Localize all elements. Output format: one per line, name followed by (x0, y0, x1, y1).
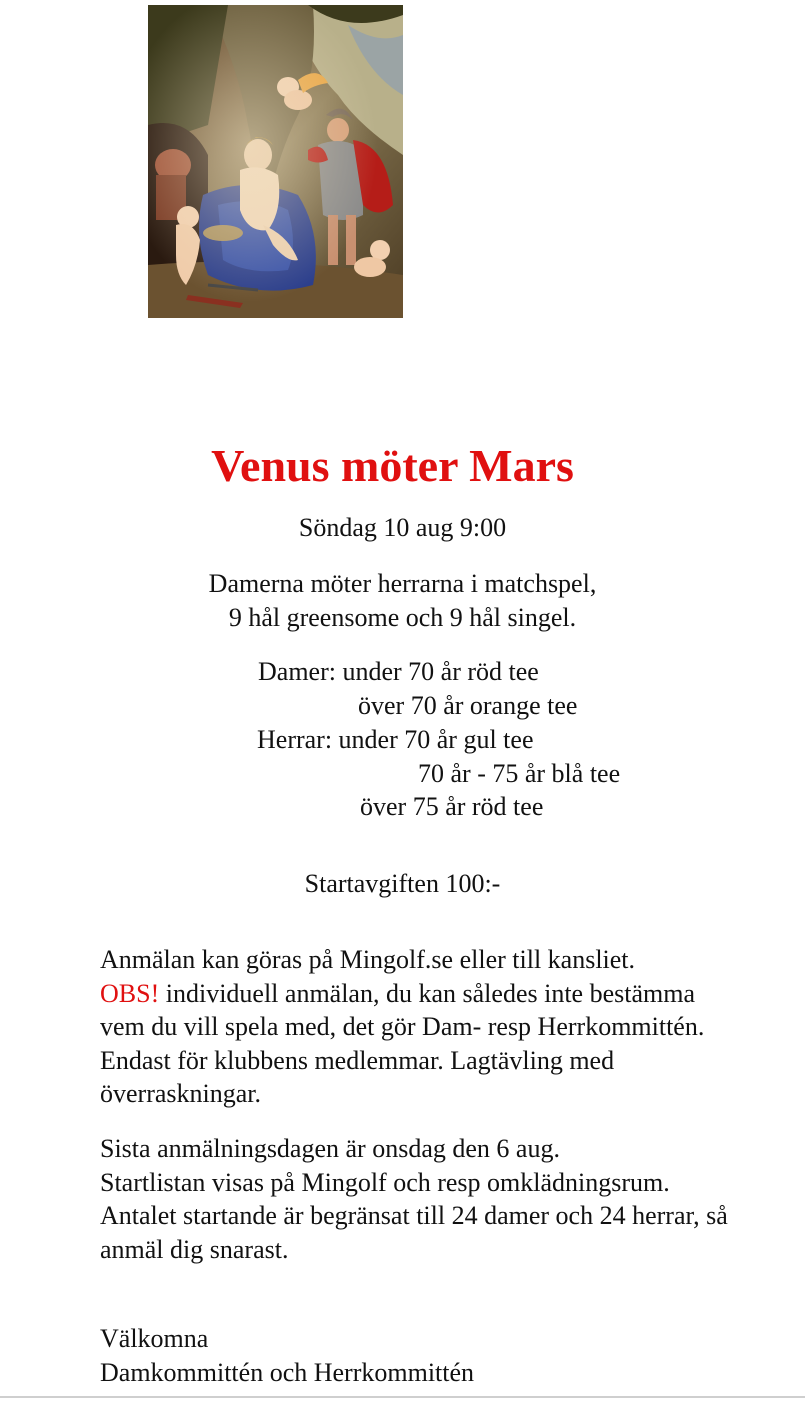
start-fee: Startavgiften 100:- (304, 869, 501, 898)
painting-image (148, 5, 403, 318)
page-title: Venus möter Mars (211, 440, 574, 491)
format-line-1: Damerna möter herrarna i matchspel, (208, 569, 597, 598)
tee-damer-over: över 70 år orange tee (358, 691, 578, 720)
registration-paragraph (100, 943, 740, 1111)
format-line-2: 9 hål greensome och 9 hål singel. (228, 603, 577, 632)
venus-mars-painting (148, 5, 403, 318)
deadline-paragraph (100, 1132, 740, 1266)
signature: Damkommittén och Herrkommittén (100, 1357, 475, 1387)
obs-text: individuell anmälan, du kan således inte bestämma vem du vill spela med, det gör Dam- resp Herrkommittén. Endast för klubbens medlemmar. Lagtävling med överraskningar. (100, 978, 705, 1109)
deadline-line-2: Startlistan visas på Mingolf och resp omklädningsrum. (100, 1167, 670, 1197)
deadline-line-1: Sista anmälningsdagen är onsdag den 6 aug. (100, 1134, 560, 1163)
bottom-divider (0, 1396, 805, 1398)
date-line: Söndag 10 aug 9:00 (298, 513, 507, 542)
tee-herrar-mid: 70 år - 75 år blå tee (418, 759, 621, 788)
deadline-line-3: Antalet startande är begränsat till 24 damer och 24 herrar, så anmäl dig snarast. (100, 1201, 728, 1264)
welcome-text: Välkomna (100, 1324, 209, 1353)
obs-label: OBS! (100, 978, 160, 1008)
tee-herrar-over: över 75 år röd tee (360, 792, 544, 821)
tee-herrar-under: Herrar: under 70 år gul tee (257, 725, 534, 754)
tee-damer-under: Damer: under 70 år röd tee (258, 657, 539, 686)
registration-line-1: Anmälan kan göras på Mingolf.se eller till kansliet. (100, 945, 636, 974)
closing (100, 1322, 740, 1389)
